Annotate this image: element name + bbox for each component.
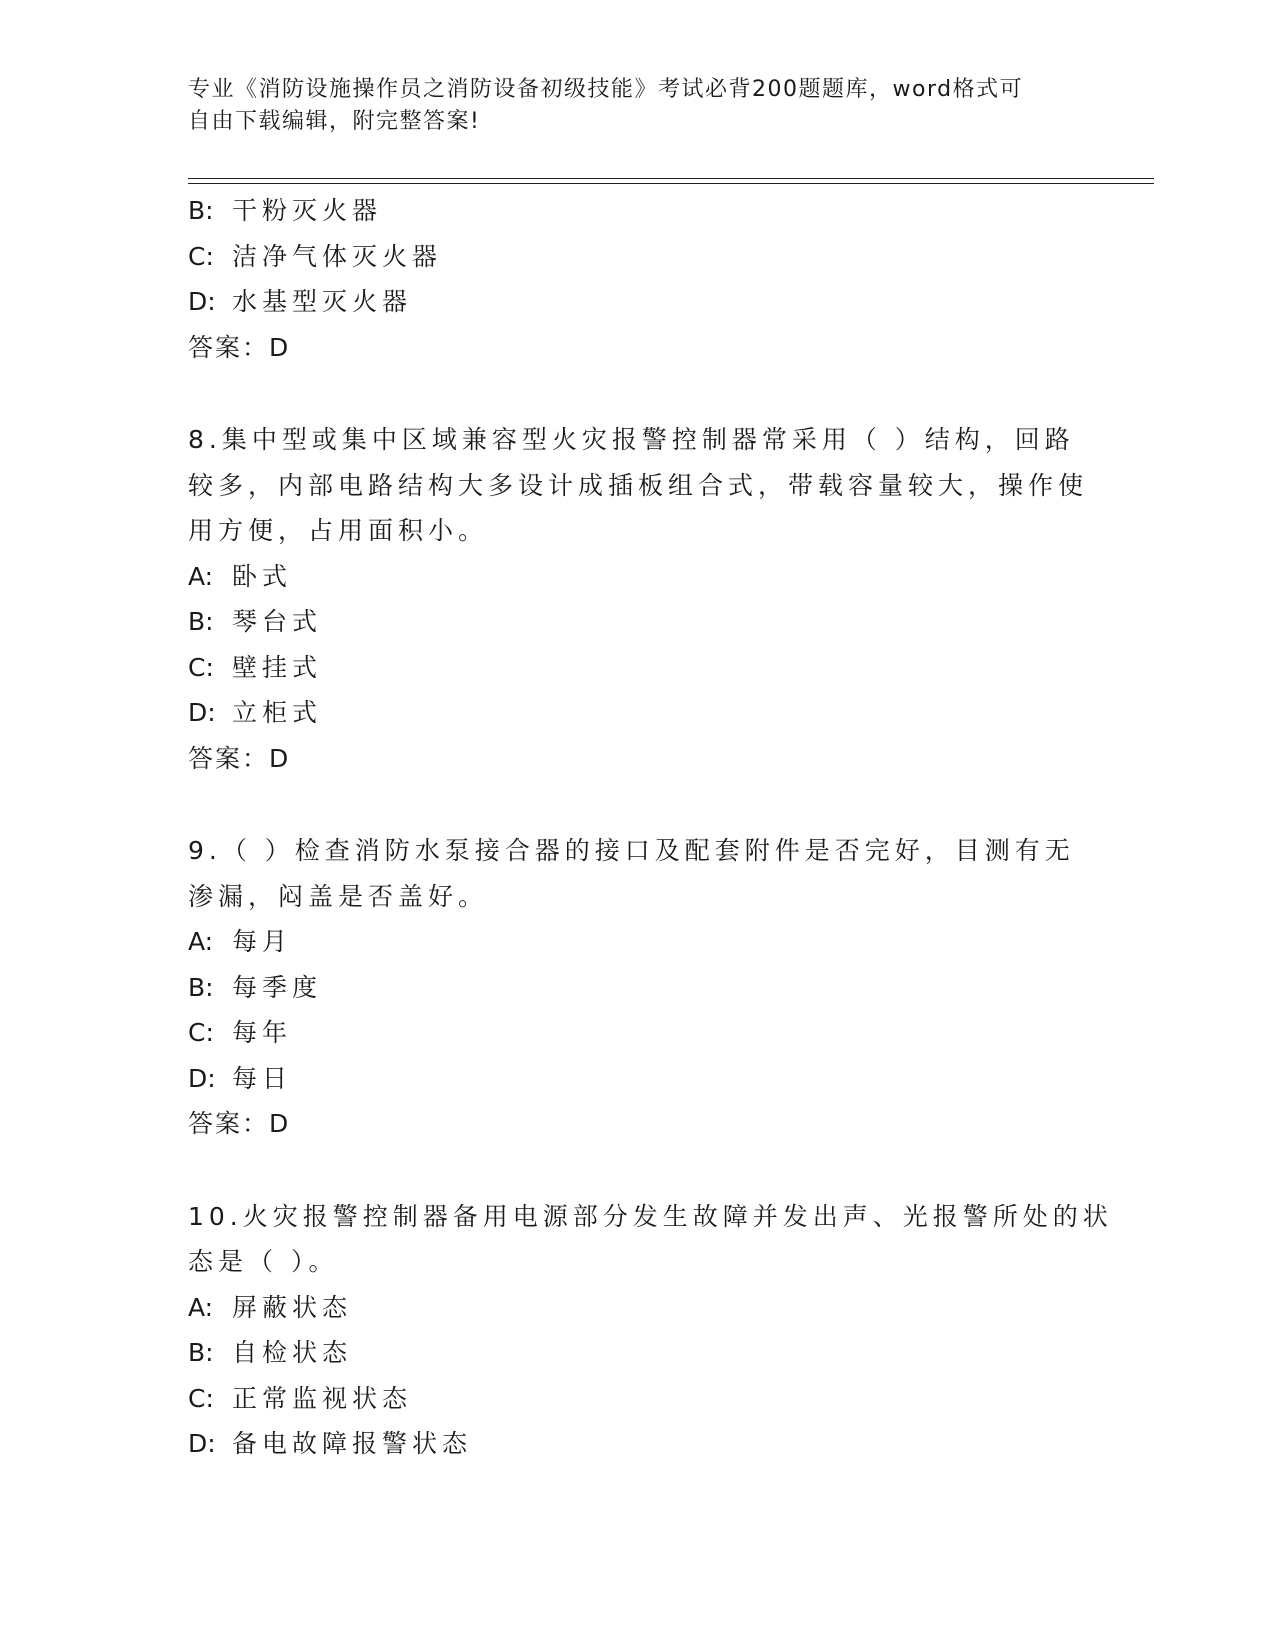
option-text: 琴台式 xyxy=(232,607,323,636)
option-b xyxy=(188,599,1088,645)
question-7 xyxy=(188,188,1088,370)
option-key: D: xyxy=(188,1429,216,1458)
option-text: 每年 xyxy=(232,1018,293,1047)
option-key: C: xyxy=(188,241,214,271)
option-key: D: xyxy=(188,698,216,727)
option-a xyxy=(188,554,1088,600)
question-text-line: 较多，内部电路结构大多设计成插板组合式，带载容量较大，操作使 xyxy=(188,470,1089,500)
option-b xyxy=(188,188,1088,234)
question-text-line: 用方便，占用面积小。 xyxy=(188,516,489,545)
header-line-1: 专业《消防设施操作员之消防设备初级技能》考试必背200题题库，word格式可 xyxy=(188,77,1024,102)
option-text: 正常监视状态 xyxy=(232,1383,413,1413)
option-c xyxy=(188,1376,1088,1422)
option-key: D: xyxy=(188,1063,216,1093)
answer: 答案：D xyxy=(188,332,291,362)
header-line-2: 自由下载编辑，附完整答案! xyxy=(188,109,481,134)
option-c xyxy=(188,234,1088,280)
header-rule-bottom xyxy=(188,183,1154,184)
option-c xyxy=(188,1010,1088,1056)
question-8 xyxy=(188,417,1088,781)
option-d xyxy=(188,1056,1088,1102)
option-text: 干粉灭火器 xyxy=(232,196,383,225)
question-text-line: 9.（ ）检查消防水泵接合器的接口及配套附件是否完好，目测有无 xyxy=(188,836,1075,865)
question-text-line: 渗漏，闷盖是否盖好。 xyxy=(188,881,489,911)
question-text-line: 10.火灾报警控制器备用电源部分发生故障并发出声、光报警所处的状 xyxy=(188,1201,1113,1231)
option-text: 水基型灭火器 xyxy=(232,287,413,316)
option-d xyxy=(188,279,1088,325)
option-text: 壁挂式 xyxy=(232,652,323,682)
option-a xyxy=(188,1285,1088,1331)
question-text-line: 8.集中型或集中区域兼容型火灾报警控制器常采用（ ）结构，回路 xyxy=(188,425,1075,454)
option-text: 备电故障报警状态 xyxy=(232,1429,473,1458)
option-c xyxy=(188,645,1088,691)
option-key: A: xyxy=(188,927,214,956)
answer: 答案：D xyxy=(188,743,291,773)
answer: 答案：D xyxy=(188,1109,291,1138)
option-text: 屏蔽状态 xyxy=(232,1292,353,1322)
option-key: B: xyxy=(188,607,214,636)
option-text: 每月 xyxy=(232,927,293,956)
option-key: C: xyxy=(188,1018,214,1047)
option-key: B: xyxy=(188,1338,214,1367)
option-b xyxy=(188,965,1088,1011)
option-key: C: xyxy=(188,652,214,682)
option-key: B: xyxy=(188,972,214,1002)
question-text-line: 态是（ ）。 xyxy=(188,1247,339,1276)
question-10 xyxy=(188,1194,1113,1467)
option-text: 立柜式 xyxy=(232,698,323,727)
option-text: 自检状态 xyxy=(232,1338,353,1367)
option-key: D: xyxy=(188,287,216,316)
header-rule-top xyxy=(188,178,1154,179)
option-text: 每季度 xyxy=(232,972,323,1002)
option-text: 卧式 xyxy=(232,561,293,591)
option-a xyxy=(188,919,1088,965)
question-9 xyxy=(188,828,1088,1147)
document-body xyxy=(188,188,1113,1467)
option-key: C: xyxy=(188,1383,214,1413)
document-header xyxy=(188,74,1068,138)
option-key: B: xyxy=(188,196,214,225)
option-b xyxy=(188,1330,1088,1376)
option-text: 洁净气体灭火器 xyxy=(232,241,443,271)
option-key: A: xyxy=(188,561,214,591)
option-text: 每日 xyxy=(232,1063,293,1093)
option-key: A: xyxy=(188,1292,214,1322)
option-d xyxy=(188,690,1088,736)
option-d xyxy=(188,1421,1088,1467)
